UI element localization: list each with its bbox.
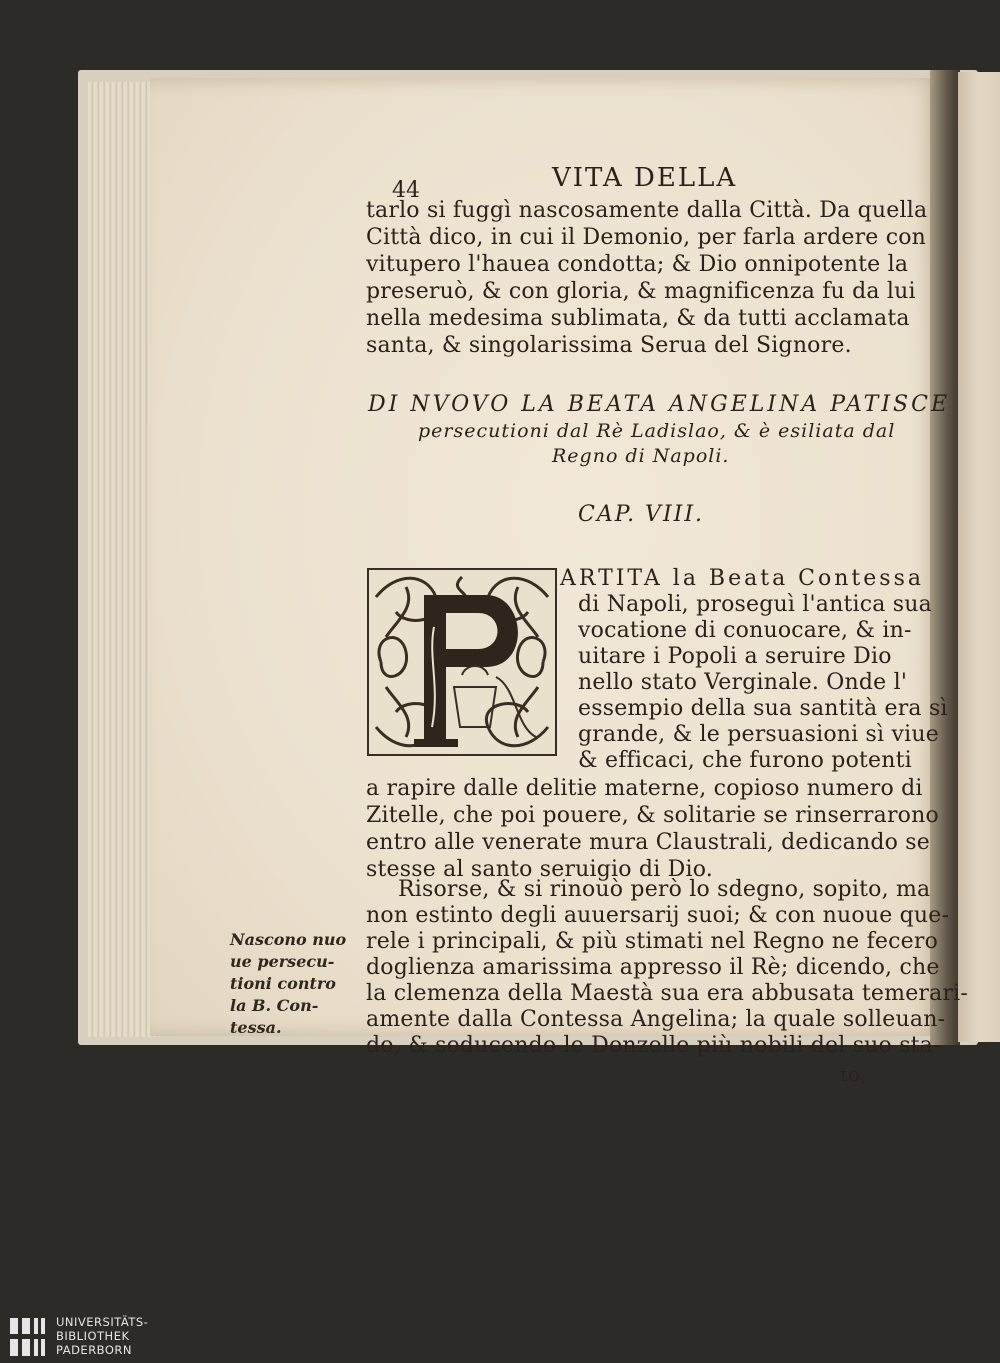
body-line: non estinto degli auuersarij suoi; & con nuoue que- bbox=[366, 903, 950, 928]
body-line: Zitelle, che poi pouere, & solitarie se rinserrarono bbox=[366, 803, 939, 828]
book-gutter bbox=[930, 70, 960, 1045]
body-line: preseruò, & con gloria, & magnificenza fu da lui bbox=[366, 279, 916, 304]
decorated-initial bbox=[366, 567, 558, 757]
chapter-subheading: persecutioni dal Rè Ladislao, & è esiliata dal bbox=[418, 420, 896, 442]
chapter-subheading: Regno di Napoli. bbox=[552, 445, 730, 467]
library-logo-icon bbox=[8, 1316, 48, 1358]
body-line: rele i principali, & più stimati nel Regno ne fecero bbox=[366, 929, 939, 954]
body-line: a rapire dalle delitie materne, copioso numero di bbox=[366, 776, 923, 801]
body-line: do, & seducendo le Donzelle più nobili del suo sta- bbox=[366, 1033, 941, 1058]
body-line: doglienza amarissima appresso il Rè; dicendo, che bbox=[366, 955, 940, 980]
library-name-line: UNIVERSITÄTS- bbox=[56, 1315, 149, 1329]
body-line: nello stato Verginale. Onde l' bbox=[578, 670, 908, 695]
body-line: uitare i Popoli a seruire Dio bbox=[578, 644, 892, 669]
chapter-heading: DI NVOVO LA BEATA ANGELINA PATISCE bbox=[368, 392, 951, 417]
catchword: to, bbox=[840, 1062, 867, 1086]
right-page-edge bbox=[958, 72, 1000, 1042]
library-name-line: PADERBORN bbox=[56, 1343, 133, 1357]
body-line: ARTITA la Beata Contessa bbox=[560, 566, 924, 591]
body-line: vitupero l'hauea condotta; & Dio onnipotente la bbox=[366, 252, 909, 277]
library-footer bbox=[0, 1311, 1000, 1363]
body-line: amente dalla Contessa Angelina; la quale solleuan- bbox=[366, 1007, 946, 1032]
margin-note-line: tioni contro bbox=[230, 974, 336, 993]
margin-note-line: tessa. bbox=[230, 1018, 282, 1037]
body-line: la clemenza della Maestà sua era abbusata temerari- bbox=[366, 981, 969, 1006]
margin-note-line: ue persecu- bbox=[230, 952, 335, 971]
margin-note-line: Nascono nuo bbox=[230, 930, 347, 949]
body-line: vocatione di conuocare, & in- bbox=[578, 618, 912, 643]
page-edges bbox=[88, 82, 156, 1037]
body-line: entro alle venerate mura Claustrali, dedicando se bbox=[366, 830, 931, 855]
body-line: grande, & le persuasioni sì viue bbox=[578, 722, 939, 747]
running-title: VITA DELLA bbox=[552, 163, 738, 193]
body-line: santa, & singolarissima Serua del Signore. bbox=[366, 333, 852, 358]
body-line: tarlo si fuggì nascosamente dalla Città. Da quella bbox=[366, 198, 928, 223]
body-line: nella medesima sublimata, & da tutti acclamata bbox=[366, 306, 910, 331]
margin-note-line: la B. Con- bbox=[230, 996, 319, 1015]
body-line: di Napoli, proseguì l'antica sua bbox=[578, 592, 932, 617]
body-line: Città dico, in cui il Demonio, per farla ardere con bbox=[366, 225, 927, 250]
body-line: Risorse, & si rinouò però lo sdegno, sopito, ma bbox=[398, 877, 931, 902]
body-line: & efficaci, che furono potenti bbox=[578, 748, 912, 773]
page-number: 44 bbox=[392, 178, 420, 203]
library-name bbox=[56, 1315, 148, 1357]
library-name-line: BIBLIOTHEK bbox=[56, 1329, 130, 1343]
body-line: essempio della sua santità era sì bbox=[578, 696, 948, 721]
chapter-number: CAP. VIII. bbox=[578, 502, 705, 527]
body-line: stesse al santo seruigio di Dio. bbox=[366, 857, 713, 882]
